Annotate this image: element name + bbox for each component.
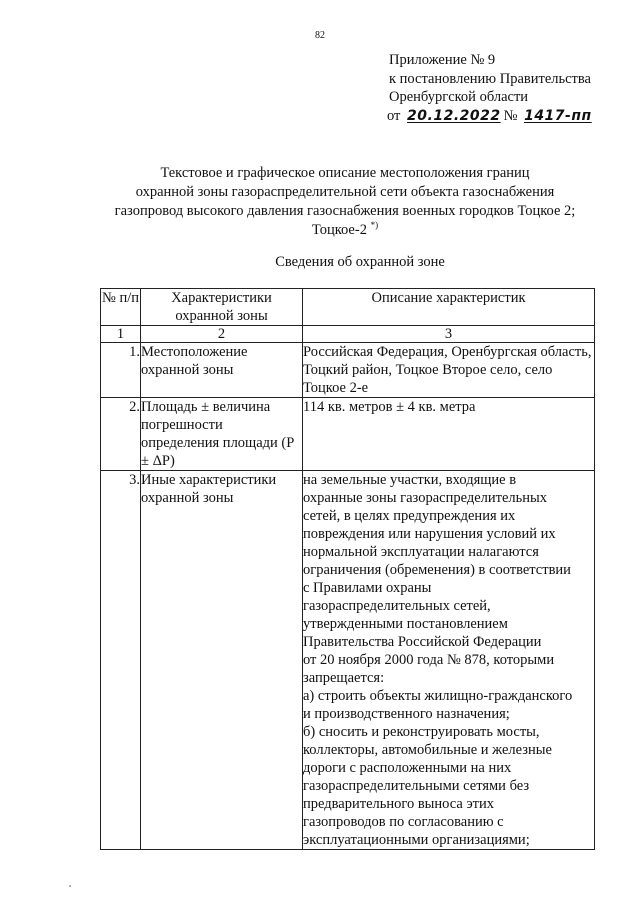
row-description-line: нормальной эксплуатации налагаются: [303, 544, 539, 560]
row-description-line: газопроводов по согласованию с: [303, 814, 504, 830]
title-line-3: газопровод высокого давления газоснабжения военных городков Тоцкое 2;: [114, 203, 576, 219]
title-line-2: охранной зоны газораспределительной сети объекта газоснабжения: [135, 184, 555, 200]
appendix-date-line: [387, 107, 595, 126]
row-description-line: газораспределительных сетей,: [303, 598, 491, 614]
page-number: 82: [315, 30, 325, 41]
title-line-1: Текстовое и графическое описание местоположения границ: [160, 165, 530, 181]
index-cell-3: 3: [303, 326, 595, 343]
title-line-4-text: Тоцкое-2: [311, 222, 367, 238]
row-number: 3.: [101, 471, 141, 850]
row-characteristic: Площадь ± величина погрешности определения площади (P ± ΔP): [141, 398, 303, 471]
number-sign: №: [503, 107, 518, 124]
row-description: Российская Федерация, Оренбургская область, Тоцкий район, Тоцкое Второе село, село Тоцкое 2-е: [303, 343, 595, 398]
row-description-line: запрещается:: [303, 670, 385, 686]
index-cell-1: 1: [101, 326, 141, 343]
scan-artifact: [69, 885, 71, 887]
footnote-mark: *): [370, 220, 379, 230]
row-number: 1.: [101, 343, 141, 398]
row-description-line: повреждения или нарушения условий их: [303, 526, 556, 542]
row-description-line: а) строить объекты жилищно-гражданского: [303, 688, 573, 704]
row-description-line: газораспределительными сетями без: [303, 778, 530, 794]
row-description-line: Правительства Российской Федерации: [303, 634, 542, 650]
document-title: [50, 164, 640, 240]
row-description-line: б) сносить и реконструировать мосты,: [303, 724, 540, 740]
index-cell-2: 2: [141, 326, 303, 343]
row-description-line: эксплуатационными организациями;: [303, 832, 530, 848]
row-characteristic: Местоположение охранной зоны: [141, 343, 303, 398]
section-subtitle: Сведения об охранной зоне: [275, 254, 445, 270]
row-description-line: от 20 ноября 2000 года № 878, которыми: [303, 652, 555, 668]
row-description: 114 кв. метров ± 4 кв. метра: [303, 398, 595, 471]
handwritten-number: 1417-пп: [524, 107, 592, 124]
header-characteristics: Характеристики охранной зоны: [141, 289, 303, 326]
row-characteristic: Иные характеристики охранной зоны: [141, 471, 303, 850]
row-description-text: [303, 471, 594, 849]
row-description: [303, 471, 595, 850]
row-description-line: коллекторы, автомобильные и железные: [303, 742, 552, 758]
appendix-header: [389, 51, 597, 125]
appendix-decree-ref: к постановлению Правительства: [389, 70, 591, 87]
table-row: [101, 343, 595, 398]
row-description-line: на земельные участки, входящие в: [303, 472, 517, 488]
table-row: [101, 398, 595, 471]
header-num: № п/п: [101, 289, 141, 326]
row-description-line: с Правилами охраны: [303, 580, 432, 596]
row-description-line: утвержденными постановлением: [303, 616, 508, 632]
row-description-line: охранные зоны газораспределительных: [303, 490, 548, 506]
handwritten-date: 20.12.2022: [407, 107, 501, 124]
table-index-row: [101, 326, 595, 343]
appendix-number: Приложение № 9: [389, 52, 496, 68]
row-description-line: и производственного назначения;: [303, 706, 510, 722]
row-description-line: дороги с расположенными на них: [303, 760, 512, 776]
appendix-region: Оренбургской области: [389, 89, 529, 105]
row-description-line: сетей, в целях предупреждения их: [303, 508, 516, 524]
zone-info-table: [100, 288, 595, 850]
table-row: [101, 471, 595, 850]
row-number: 2.: [101, 398, 141, 471]
row-description-line: предварительного выноса этих: [303, 796, 495, 812]
table-header-row: [101, 289, 595, 326]
row-description-line: ограничения (обременения) в соответствии: [303, 562, 571, 578]
date-prefix: от: [387, 107, 401, 124]
header-description: Описание характеристик: [303, 289, 595, 326]
title-line-4: [50, 221, 640, 240]
